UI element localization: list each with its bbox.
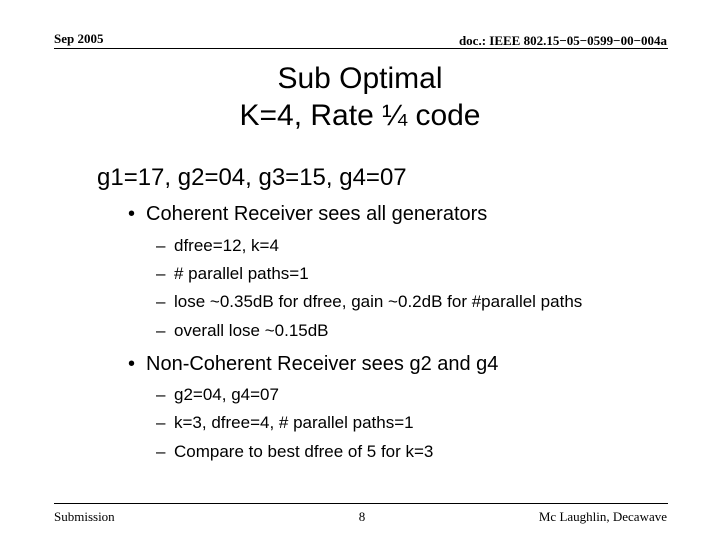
- dash-mark: –: [156, 385, 166, 404]
- slide-title: [0, 60, 720, 134]
- sub-bullet-text: dfree=12, k=4: [174, 236, 279, 255]
- sub-bullet-text: Compare to best dfree of 5 for k=3: [174, 442, 434, 461]
- page-number: 8: [358, 509, 366, 524]
- title-line-1: Sub Optimal: [277, 62, 443, 95]
- sub-bullet: [156, 441, 433, 463]
- header-date: Sep 2005: [54, 31, 104, 46]
- dash-mark: –: [156, 442, 166, 461]
- sub-bullet-text: # parallel paths=1: [174, 264, 309, 283]
- generator-formula: g1=17, g2=04, g3=15, g4=07: [97, 164, 407, 191]
- sub-bullet: [156, 412, 414, 434]
- sub-bullet: [156, 384, 279, 406]
- bullet-dot: •: [128, 353, 136, 375]
- sub-bullet-text: g2=04, g4=07: [174, 385, 279, 404]
- header-divider: [54, 48, 668, 49]
- bullet-dot: •: [128, 203, 136, 225]
- title-line-2: K=4, Rate ¼ code: [239, 99, 481, 132]
- dash-mark: –: [156, 413, 166, 432]
- bullet-non-coherent-receiver: [128, 351, 498, 377]
- sub-bullet: [156, 235, 279, 257]
- dash-mark: –: [156, 264, 166, 283]
- header-doc-id: doc.: IEEE 802.15−05−0599−00−004a: [458, 33, 667, 48]
- footer-divider: [54, 503, 668, 504]
- sub-bullet-text: overall lose ~0.15dB: [174, 321, 329, 340]
- bullet-coherent-receiver: [128, 201, 487, 227]
- sub-bullet: [156, 263, 309, 285]
- sub-bullet-text: lose ~0.35dB for dfree, gain ~0.2dB for #parallel paths: [174, 292, 583, 311]
- sub-bullet: [156, 291, 582, 313]
- sub-bullet-text: k=3, dfree=4, # parallel paths=1: [174, 413, 414, 432]
- bullet-text: Non-Coherent Receiver sees g2 and g4: [146, 353, 499, 375]
- dash-mark: –: [156, 321, 166, 340]
- footer-submission: Submission: [54, 509, 115, 524]
- footer-author: Mc Laughlin, Decawave: [538, 509, 667, 524]
- dash-mark: –: [156, 292, 166, 311]
- sub-bullet: [156, 320, 329, 342]
- dash-mark: –: [156, 236, 166, 255]
- bullet-text: Coherent Receiver sees all generators: [146, 203, 488, 225]
